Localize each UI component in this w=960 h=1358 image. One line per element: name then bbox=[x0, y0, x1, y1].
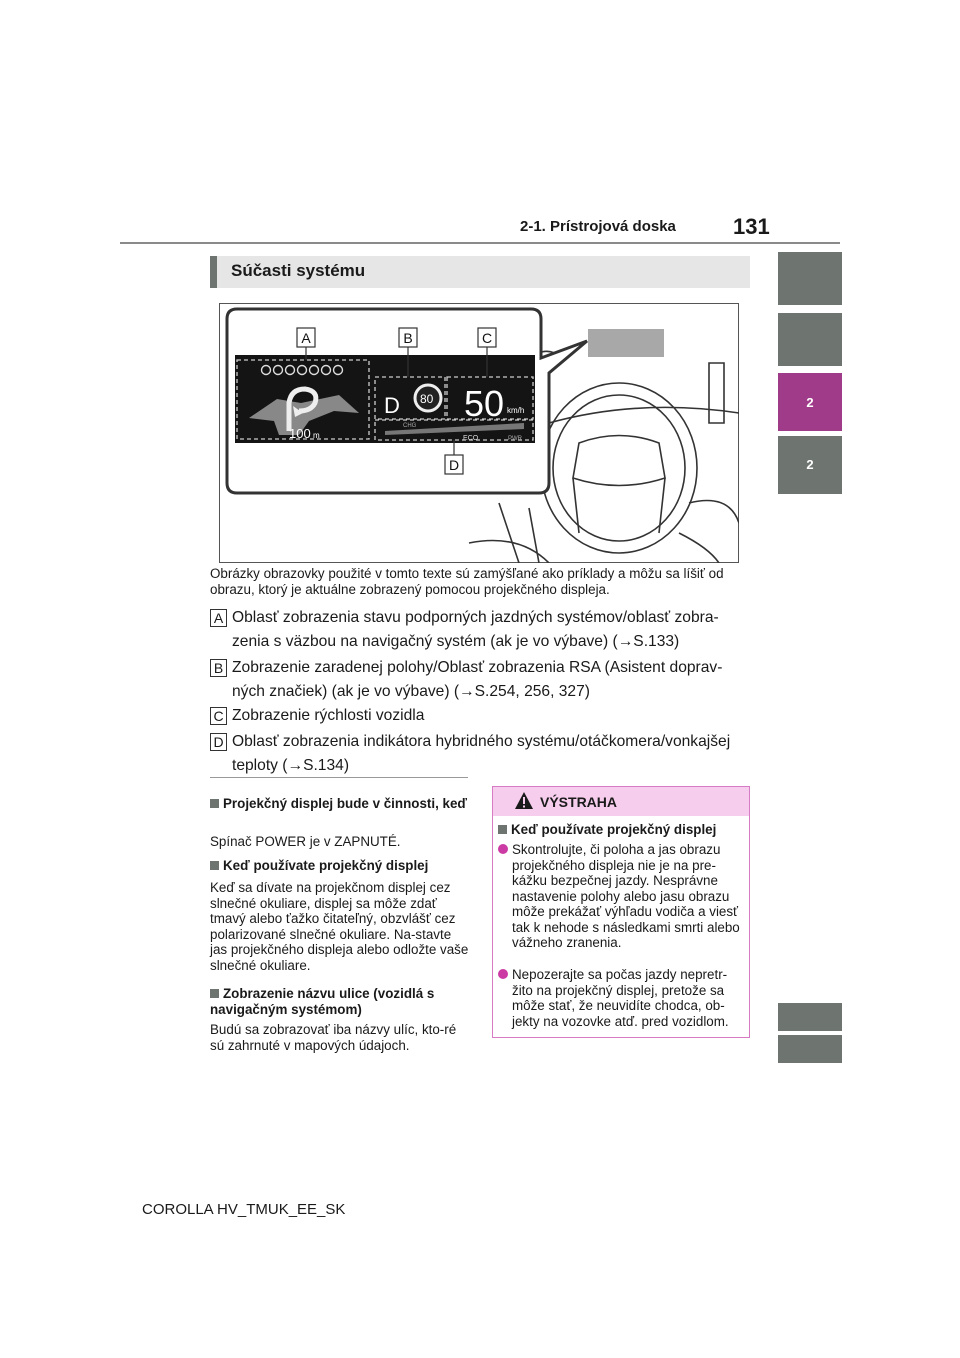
side-tab-block bbox=[778, 252, 842, 305]
item-badge: B bbox=[210, 659, 227, 677]
side-tab-block bbox=[778, 1035, 842, 1063]
square-bullet-icon bbox=[210, 861, 219, 870]
callout-label-b: B bbox=[403, 330, 413, 346]
page-number: 131 bbox=[733, 214, 770, 239]
list-item bbox=[210, 730, 755, 778]
distance-unit: m bbox=[313, 431, 320, 440]
side-tab-label: 2 bbox=[806, 395, 814, 410]
square-bullet-icon bbox=[210, 989, 219, 998]
speed-limit-value: 80 bbox=[420, 392, 434, 406]
section-title: 2-1. Prístrojová doska bbox=[520, 218, 676, 235]
indicator-label-eco: ECO bbox=[463, 435, 479, 442]
notes-divider bbox=[210, 777, 468, 778]
item-text: Zobrazenie rýchlosti vozidla bbox=[232, 707, 425, 724]
side-tab-block bbox=[778, 313, 842, 366]
item-text: Oblasť zobrazenia stavu podporných jazdných systémov/oblasť zobra-zenia s väzbou na navigačný systém (ak je vo výbave) (→S.133) bbox=[232, 609, 719, 650]
warning-heading: Keď používate projekčný displej bbox=[498, 822, 716, 837]
note-heading: Keď používate projekčný displej bbox=[210, 858, 470, 874]
note-text: Budú sa zobrazovať iba názvy ulíc, kto-ré sú zahrnuté v mapových údajoch. bbox=[210, 1022, 457, 1053]
figure-caption: Obrázky obrazovky použité v tomto texte sú zamýšľané ako príklady a môžu sa líšiť od obrazu, ktorý je aktuálne zobrazený pomocou projekčného displeja. bbox=[210, 566, 724, 597]
note-text: Keď sa dívate na projekčnom displej cez slnečné okuliare, displej sa môže zdať tmavý alebo ťažko čitateľný, obzvlášť cez polarizované slnečné okuliare. Na-stavte jas projekčného displeja alebo odložte vaše slnečné okuliare. bbox=[210, 880, 469, 973]
indicator-label-chg: CHG bbox=[403, 423, 417, 429]
note-text: Spínač POWER je v ZAPNUTÉ. bbox=[210, 834, 401, 849]
square-bullet-icon bbox=[210, 799, 219, 808]
warning-bullet: Skontrolujte, či poloha a jas obrazu projekčného displeja nie je na pre-kážku bezpečnej jazdy. Nesprávne nastavenie polohy alebo jasu obrazu môže prekážať výhľadu vodiča a viesť tak k nehode s následkami smrti alebo vážneho zranenia. bbox=[498, 842, 746, 951]
note-heading: Zobrazenie názvu ulice (vozidlá s navigačným systémom) bbox=[210, 986, 435, 1017]
gear-indicator: D bbox=[384, 393, 400, 418]
item-text: Zobrazenie zaradenej polohy/Oblasť zobrazenia RSA (Asistent doprav-ných značiek) (ak je vo výbave) (→S.254, 256, 327) bbox=[232, 659, 723, 700]
list-item bbox=[210, 704, 755, 728]
header-rule bbox=[120, 242, 840, 244]
warning-bullet: Nepozerajte sa počas jazdy nepretr-žito na projekčný displej, pretože sa môže stať, že neuvidíte chodca, ob-jekty na vozovke atď. pred vozidlom. bbox=[498, 967, 746, 1029]
vehicle-speed: 50 bbox=[464, 383, 505, 424]
section-heading-text: Súčasti systému bbox=[231, 261, 366, 280]
square-bullet-icon bbox=[498, 825, 507, 834]
hud-projection-area bbox=[588, 329, 664, 357]
note-heading: Projekčný displej bude v činnosti, keď bbox=[210, 796, 470, 812]
item-text: Oblasť zobrazenia indikátora hybridného systému/otáčkomera/vonkajšej teploty (→S.134) bbox=[232, 733, 731, 774]
side-tab-block bbox=[778, 1003, 842, 1031]
list-item bbox=[210, 606, 755, 654]
round-bullet-icon bbox=[498, 969, 508, 979]
side-tab-label: 2 bbox=[806, 457, 814, 472]
item-badge: C bbox=[210, 707, 227, 725]
indicator-label-pwr: PWR bbox=[508, 436, 522, 442]
round-bullet-icon bbox=[498, 844, 508, 854]
speed-unit: km/h bbox=[507, 406, 525, 415]
warning-triangle-icon bbox=[514, 791, 534, 810]
callout-label-d: D bbox=[448, 457, 460, 473]
item-badge: A bbox=[210, 609, 227, 627]
distance-value: 100 bbox=[289, 426, 311, 441]
footer-model-code: COROLLA HV_TMUK_EE_SK bbox=[142, 1201, 346, 1218]
callout-label-a: A bbox=[301, 330, 311, 346]
item-badge: D bbox=[210, 733, 227, 751]
callout-label-c: C bbox=[481, 330, 493, 346]
section-heading bbox=[210, 256, 750, 288]
list-item bbox=[210, 656, 755, 704]
warning-title: VÝSTRAHA bbox=[540, 794, 618, 810]
hud-figure bbox=[219, 303, 739, 563]
